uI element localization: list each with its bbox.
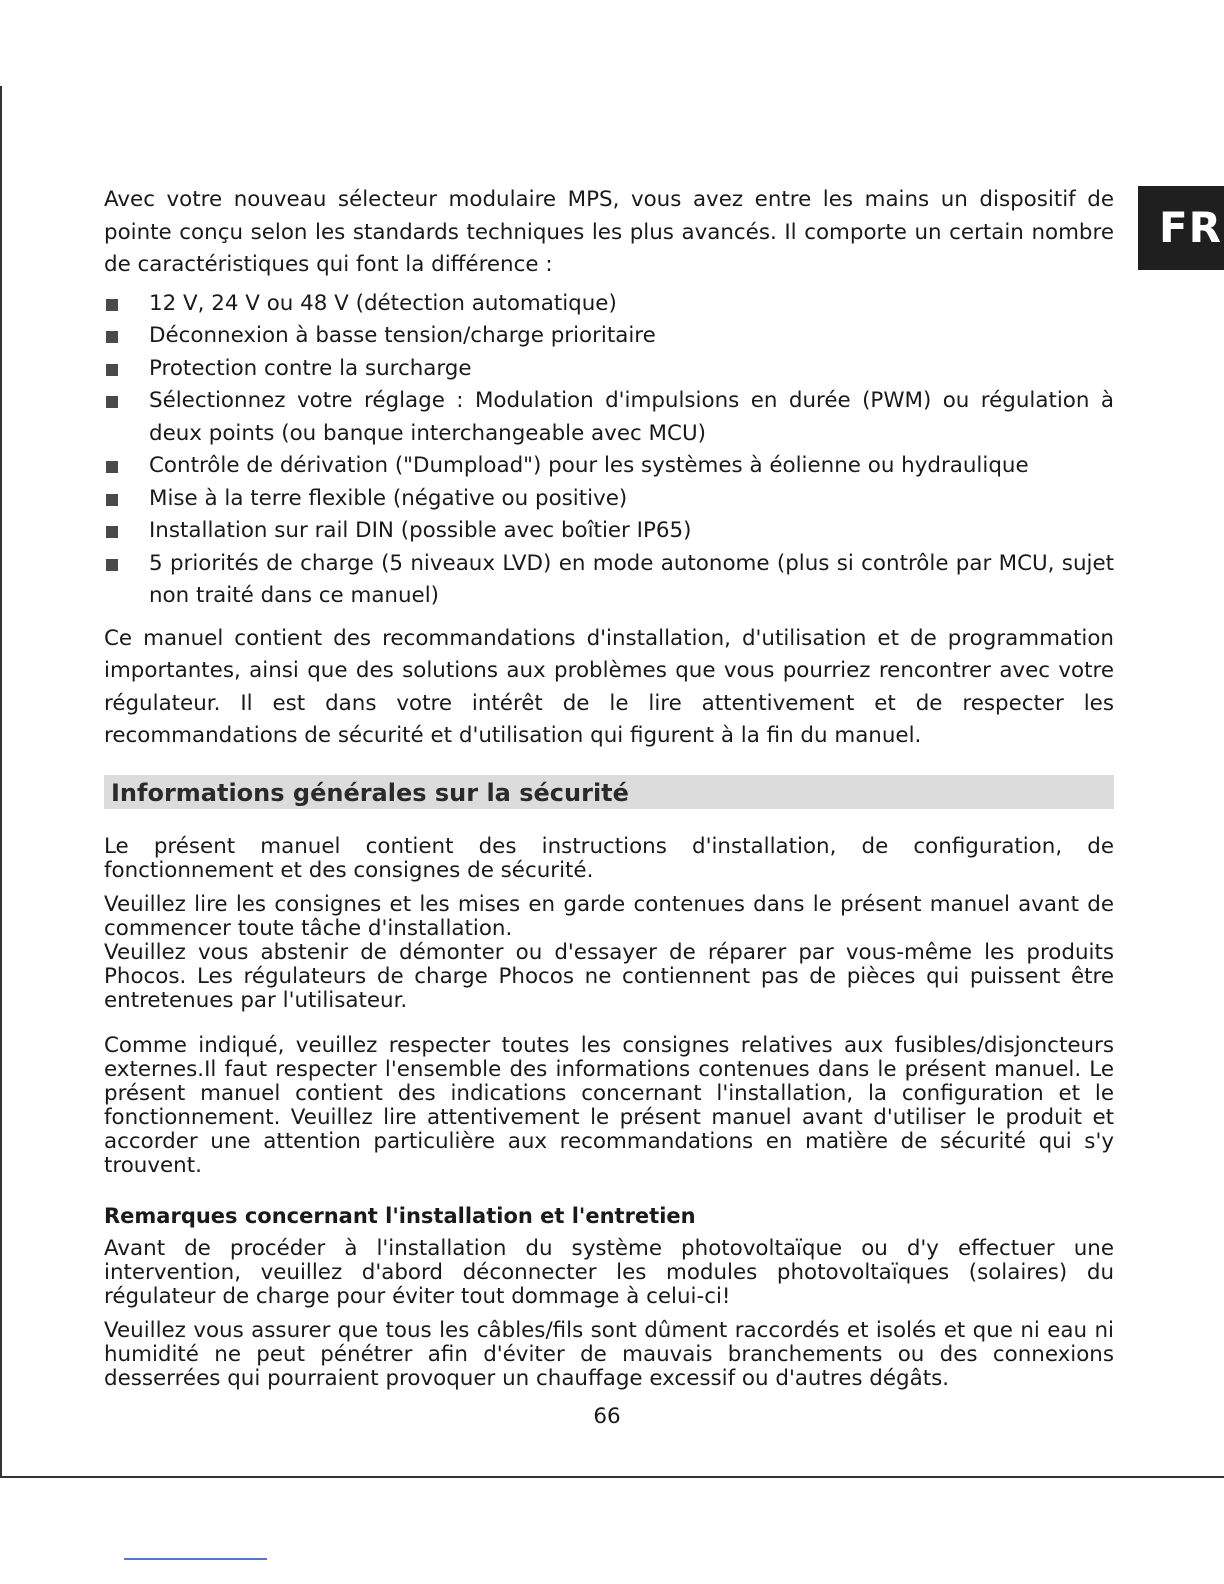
language-tab: FR — [1138, 186, 1224, 270]
safety-paragraph-3: Veuillez vous abstenir de démonter ou d'essayer de réparer par vous-même les produits Phocos. Les régulateurs de charge Phocos ne contiennent pas de pièces qui puissent être entretenues par l'utilisateur. — [104, 939, 1114, 1013]
left-margin-rule — [0, 86, 2, 1478]
square-bullet-icon — [106, 364, 118, 376]
installation-paragraph-1: Avant de procéder à l'installation du système photovoltaïque ou d'y effectuer une intervention, veuillez d'abord déconnecter les modules photovoltaïques (solaires) du régulateur de charge pour éviter tout dommage à celui-ci! — [104, 1235, 1114, 1309]
safety-paragraph-4: Comme indiqué, veuillez respecter toutes les consignes relatives aux fusibles/disjoncteurs externes.Il faut respecter l'ensemble des informations contenues dans le présent manuel. Le présent manuel contient des indications concernant l'installation, la configuration et le fonctionnement. Veuillez lire attentivement le présent manuel avant d'utiliser le produit et accorder une attention particulière aux recommandations en matière de sécurité qui s'y trouvent. — [104, 1032, 1114, 1178]
page-content — [104, 184, 1114, 1391]
safety-paragraph-2: Veuillez lire les consignes et les mises en garde contenues dans le présent manuel avant de commencer toute tâche d'installation. — [104, 891, 1114, 941]
footer-blue-rule — [124, 1558, 267, 1560]
square-bullet-icon — [106, 396, 118, 408]
square-bullet-icon — [106, 494, 118, 506]
section-heading: Informations générales sur la sécurité — [104, 775, 1114, 809]
list-item: Déconnexion à basse tension/charge prioritaire — [104, 320, 1114, 353]
square-bullet-icon — [106, 331, 118, 343]
list-item: Mise à la terre flexible (négative ou positive) — [104, 483, 1114, 516]
list-item: 5 priorités de charge (5 niveaux LVD) en mode autonome (plus si contrôle par MCU, sujet non traité dans ce manuel) — [104, 548, 1114, 613]
subsection-heading: Remarques concernant l'installation et l'entretien — [104, 1203, 696, 1228]
list-item: 12 V, 24 V ou 48 V (détection automatique) — [104, 288, 1114, 321]
intro-paragraph: Avec votre nouveau sélecteur modulaire MPS, vous avez entre les mains un dispositif de pointe conçu selon les standards techniques les plus avancés. Il comporte un certain nombre de caractéristiques qui font la différence : — [104, 187, 1114, 277]
safety-paragraph-1: Le présent manuel contient des instructions d'installation, de configuration, de fonctionnement et des consignes de sécurité. — [104, 833, 1114, 883]
square-bullet-icon — [106, 299, 118, 311]
list-item: Installation sur rail DIN (possible avec boîtier IP65) — [104, 515, 1114, 548]
bottom-page-rule — [0, 1476, 1224, 1478]
square-bullet-icon — [106, 559, 118, 571]
feature-list — [104, 288, 1114, 613]
manual-paragraph: Ce manuel contient des recommandations d'installation, d'utilisation et de programmation importantes, ainsi que des solutions aux problèmes que vous pourriez rencontrer avec votre régulateur. Il est dans votre intérêt de le lire attentivement et de respecter les recommandations de sécurité et d'utilisation qui figurent à la fin du manuel. — [104, 625, 1114, 748]
list-item: Protection contre la surcharge — [104, 353, 1114, 386]
installation-paragraph-2: Veuillez vous assurer que tous les câbles/fils sont dûment raccordés et isolés et que ni eau ni humidité ne peut pénétrer afin d'éviter de mauvais branchements ou des connexions desserrées qui pourraient provoquer un chauffage excessif ou d'autres dégâts. — [104, 1317, 1114, 1391]
square-bullet-icon — [106, 526, 118, 538]
list-item: Contrôle de dérivation ("Dumpload") pour les systèmes à éolienne ou hydraulique — [104, 450, 1114, 483]
list-item: Sélectionnez votre réglage : Modulation d'impulsions en durée (PWM) ou régulation à deux points (ou banque interchangeable avec MCU) — [104, 385, 1114, 450]
safety-section — [104, 835, 1114, 1391]
page-number: 66 — [593, 1404, 621, 1429]
square-bullet-icon — [106, 461, 118, 473]
